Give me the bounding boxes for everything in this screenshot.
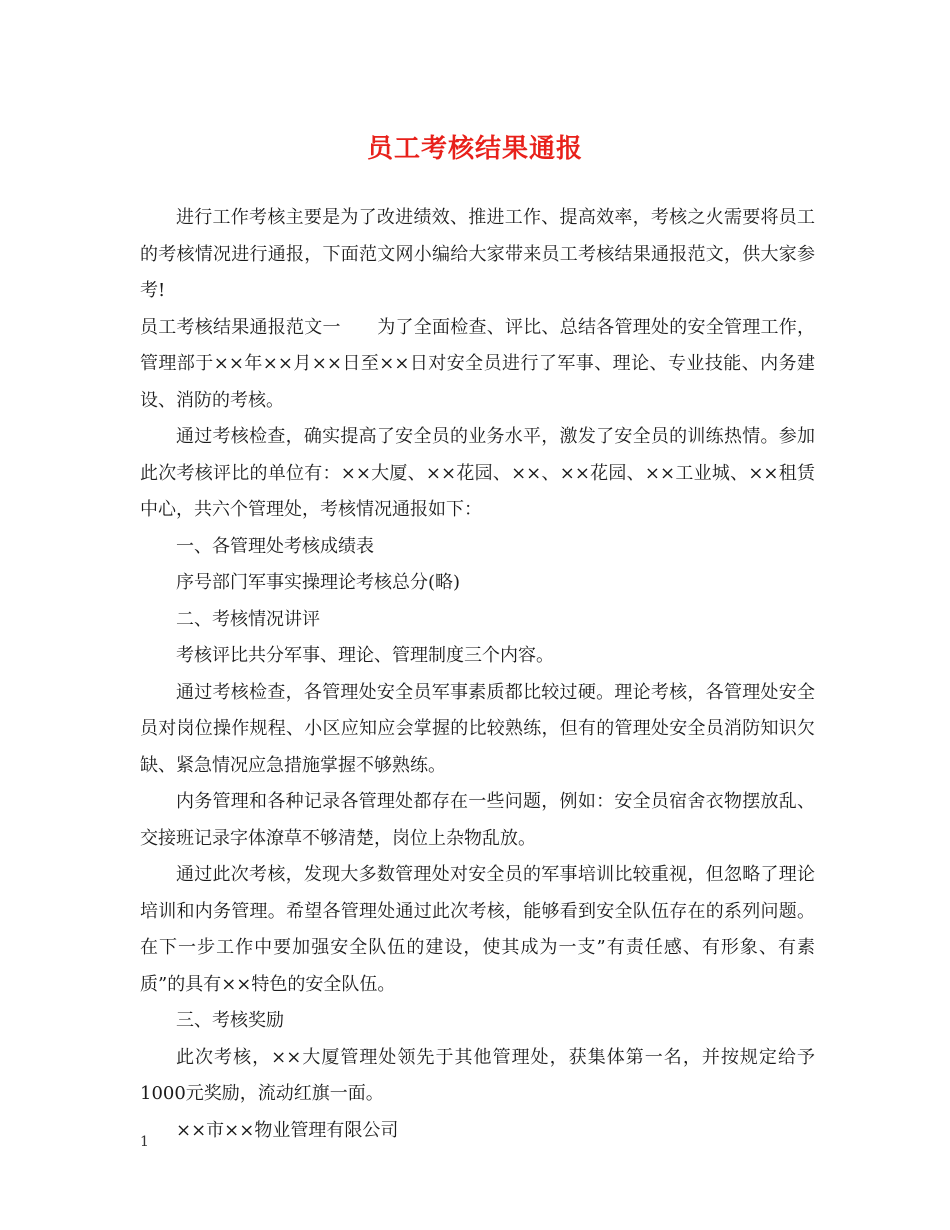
internal-affairs-paragraph: 内务管理和各种记录各管理处都存在一些问题，例如：安全员宿舍衣物摆放乱、交接班记录字体潦草不够清楚，岗位上杂物乱放。	[140, 791, 815, 849]
document-body	[140, 200, 815, 1149]
signature-company: ××市××物业管理有限公司	[176, 1119, 399, 1141]
score-table-note: 序号部门军事实操理论考核总分(略)	[176, 572, 461, 593]
military-theory-paragraph: 通过考核检查，各管理处安全员军事素质都比较过硬。理论考核，各管理处安全员对岗位操作规程、小区应知应会掌握的比较熟练，但有的管理处安全员消防知识欠缺、紧急情况应急措施掌握不够熟练。	[140, 681, 815, 776]
intro-paragraph: 进行工作考核主要是为了改进绩效、推进工作、提高效率，考核之火需要将员工的考核情况进行通报，下面范文网小编给大家带来员工考核结果通报范文，供大家参考!	[140, 207, 815, 301]
section-heading-reward: 三、考核奖励	[176, 1010, 284, 1031]
conclusion-paragraph: 通过此次考核，发现大多数管理处对安全员的军事培训比较重视，但忽略了理论培训和内务管理。希望各管理处通过此次考核，能够看到安全队伍存在的系列问题。在下一步工作中要加强安全队伍的建设，使其成为一支”有责任感、有形象、有素质”的具有××特色的安全队伍。	[140, 864, 815, 995]
review-scope-paragraph: 考核评比共分军事、理论、管理制度三个内容。	[176, 645, 554, 666]
page-number: 1	[140, 1134, 149, 1150]
section-heading-scores: 一、各管理处考核成绩表	[176, 535, 374, 557]
section-heading-review: 二、考核情况讲评	[176, 608, 320, 630]
participants-paragraph: 通过考核检查，确实提高了安全员的业务水平，激发了安全员的训练热情。参加此次考核评比的单位有：××大厦、××花园、××、××花园、××工业城、××租赁中心，共六个管理处，考核情况通报如下：	[140, 426, 815, 520]
reward-paragraph: 此次考核，××大厦管理处领先于其他管理处，获集体第一名，并按规定给予1000元奖励，流动红旗一面。	[140, 1046, 815, 1104]
sample-one-paragraph: 员工考核结果通报范文一 为了全面检查、评比、总结各管理处的安全管理工作，管理部于××年××月××日至××日对安全员进行了军事、理论、专业技能、内务建设、消防的考核。	[140, 316, 815, 411]
document-title: 员工考核结果通报	[366, 134, 583, 164]
